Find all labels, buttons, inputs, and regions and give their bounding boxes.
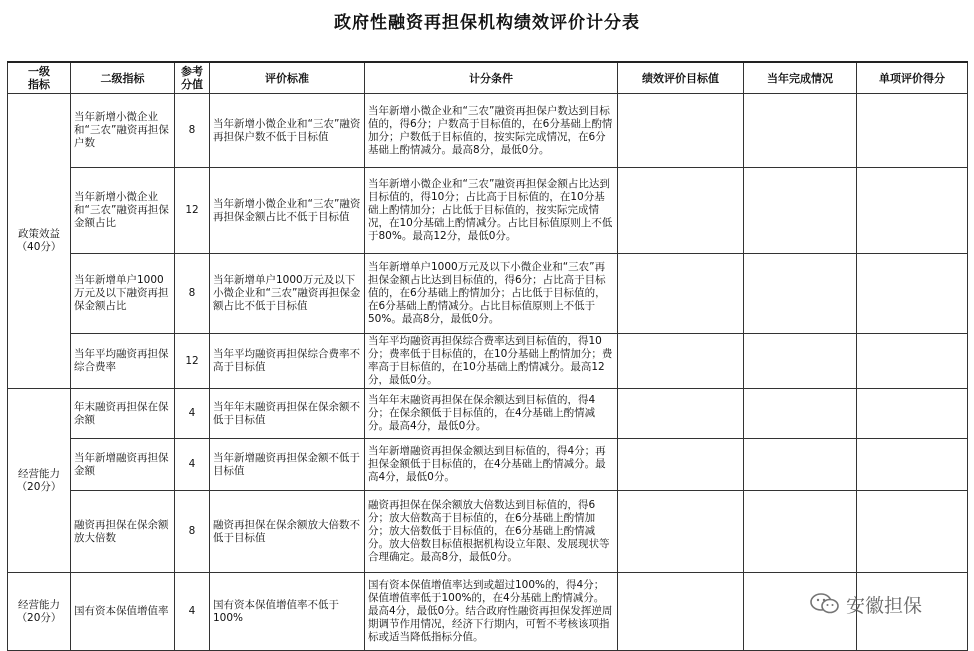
watermark-text: 安徽担保 xyxy=(846,594,923,617)
target-cell[interactable] xyxy=(618,573,744,651)
target-cell[interactable] xyxy=(618,168,744,254)
table-row xyxy=(8,389,968,439)
header-target: 绩效评价目标值 xyxy=(618,62,744,94)
indicator-cell: 融资再担保在保余额放大倍数 xyxy=(71,491,175,573)
score-cell[interactable] xyxy=(857,334,968,389)
ref-score-cell: 8 xyxy=(175,491,210,573)
header-standard: 评价标准 xyxy=(210,62,365,94)
table-row xyxy=(8,168,968,254)
standard-cell: 国有资本保值增值率不低于100% xyxy=(210,573,365,651)
indicator-cell: 年末融资再担保在保余额 xyxy=(71,389,175,439)
table-row xyxy=(8,334,968,389)
target-cell[interactable] xyxy=(618,439,744,491)
indicator-cell: 当年新增小微企业和“三农”融资再担保户数 xyxy=(71,94,175,168)
wechat-icon xyxy=(810,592,840,616)
actual-cell[interactable] xyxy=(744,254,857,334)
indicator-cell: 当年新增小微企业和“三农”融资再担保金额占比 xyxy=(71,168,175,254)
level1-cell: 经营能力 （20分） xyxy=(8,573,71,651)
indicator-cell: 国有资本保值增值率 xyxy=(71,573,175,651)
standard-cell: 当年新增小微企业和“三农”融资再担保金额占比不低于目标值 xyxy=(210,168,365,254)
table-row xyxy=(8,491,968,573)
actual-cell[interactable] xyxy=(744,94,857,168)
header-score: 单项评价得分 xyxy=(857,62,968,94)
standard-cell: 当年新增单户1000万元及以下小微企业和“三农”融资再担保金额占比不低于目标值 xyxy=(210,254,365,334)
header-level1: 一级 指标 xyxy=(8,62,71,94)
target-cell[interactable] xyxy=(618,94,744,168)
header-level2: 二级指标 xyxy=(71,62,175,94)
condition-cell: 当年平均融资再担保综合费率达到目标值的，得10分；费率低于目标值的，在10分基础上酌情加分；费率高于目标值的，在10分基础上酌情减分。最高12分，最低0分。 xyxy=(365,334,618,389)
table-row xyxy=(8,439,968,491)
actual-cell[interactable] xyxy=(744,168,857,254)
score-cell[interactable] xyxy=(857,389,968,439)
actual-cell[interactable] xyxy=(744,439,857,491)
table-row xyxy=(8,254,968,334)
actual-cell[interactable] xyxy=(744,389,857,439)
score-cell[interactable] xyxy=(857,439,968,491)
indicator-cell: 当年新增融资再担保金额 xyxy=(71,439,175,491)
target-cell[interactable] xyxy=(618,491,744,573)
header-ref: 参考 分值 xyxy=(175,62,210,94)
page-title: 政府性融资再担保机构绩效评价计分表 xyxy=(334,13,640,33)
actual-cell[interactable] xyxy=(744,334,857,389)
standard-cell: 当年平均融资再担保综合费率不高于目标值 xyxy=(210,334,365,389)
level1-cell: 政策效益 （40分） xyxy=(8,94,71,389)
condition-cell: 当年年末融资再担保在保余额达到目标值的，得4分；在保余额低于目标值的，在4分基础上酌情减分。最高4分，最低0分。 xyxy=(365,389,618,439)
header-row xyxy=(8,62,968,94)
ref-score-cell: 4 xyxy=(175,389,210,439)
standard-cell: 融资再担保在保余额放大倍数不低于目标值 xyxy=(210,491,365,573)
condition-cell: 国有资本保值增值率达到或超过100%的，得4分；保值增值率低于100%的，在4分基础上酌情减分。最高4分，最低0分。结合政府性融资再担保发挥逆周期调节作用情况，经济下行期内，可暂不考核该项指标或适当降低指标分值。 xyxy=(365,573,618,651)
ref-score-cell: 12 xyxy=(175,168,210,254)
standard-cell: 当年新增融资再担保金额不低于目标值 xyxy=(210,439,365,491)
ref-score-cell: 4 xyxy=(175,439,210,491)
level1-cell: 经营能力 （20分） xyxy=(8,389,71,573)
watermark xyxy=(810,590,922,618)
ref-score-cell: 8 xyxy=(175,254,210,334)
condition-cell: 当年新增单户1000万元及以下小微企业和“三农”再担保金额占比达到目标值的，得6分；占比高于目标值的，在6分基础上酌情加分；占比低于目标值的，在6分基础上酌情减分。占比目标值原则上不低于50%。最高8分，最低0分。 xyxy=(365,254,618,334)
target-cell[interactable] xyxy=(618,389,744,439)
score-cell[interactable] xyxy=(857,168,968,254)
score-cell[interactable] xyxy=(857,254,968,334)
table-row xyxy=(8,94,968,168)
condition-cell: 当年新增小微企业和“三农”融资再担保金额占比达到目标值的，得10分；占比高于目标值的，在10分基础上酌情加分；占比低于目标值的，按实际完成情况，在10分基础上酌情减分。占比目标值原则上不低于80%。最高12分，最低0分。 xyxy=(365,168,618,254)
standard-cell: 当年年末融资再担保在保余额不低于目标值 xyxy=(210,389,365,439)
actual-cell[interactable] xyxy=(744,491,857,573)
score-cell[interactable] xyxy=(857,94,968,168)
ref-score-cell: 4 xyxy=(175,573,210,651)
header-actual: 当年完成情况 xyxy=(744,62,857,94)
score-cell[interactable] xyxy=(857,491,968,573)
header-condition: 计分条件 xyxy=(365,62,618,94)
indicator-cell: 当年新增单户1000万元及以下融资再担保金额占比 xyxy=(71,254,175,334)
condition-cell: 当年新增小微企业和“三农”融资再担保户数达到目标值的，得6分；户数高于目标值的，在6分基础上酌情加分；户数低于目标值的，按实际完成情况，在6分基础上酌情减分。最高8分，最低0分。 xyxy=(365,94,618,168)
ref-score-cell: 12 xyxy=(175,334,210,389)
target-cell[interactable] xyxy=(618,254,744,334)
condition-cell: 当年新增融资再担保金额达到目标值的，得4分；再担保金额低于目标值的，在4分基础上酌情减分。最高4分，最低0分。 xyxy=(365,439,618,491)
condition-cell: 融资再担保在保余额放大倍数达到目标值的，得6分；放大倍数高于目标值的，在6分基础上酌情加分；放大倍数低于目标值的，在6分基础上酌情减分。放大倍数目标值根据机构设立年限、发展现状等合理确定。最高8分，最低0分。 xyxy=(365,491,618,573)
ref-score-cell: 8 xyxy=(175,94,210,168)
indicator-cell: 当年平均融资再担保综合费率 xyxy=(71,334,175,389)
standard-cell: 当年新增小微企业和“三农”融资再担保户数不低于目标值 xyxy=(210,94,365,168)
target-cell[interactable] xyxy=(618,334,744,389)
score-table xyxy=(7,61,968,651)
